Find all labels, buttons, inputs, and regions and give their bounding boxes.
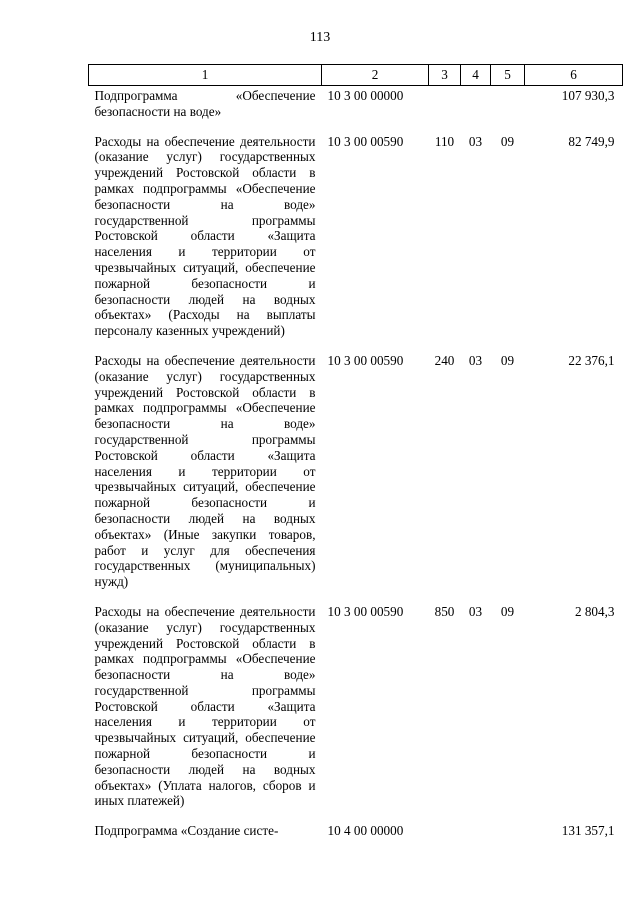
row-pr: 09: [500, 352, 515, 368]
table-header: [89, 65, 623, 86]
row-name: Расходы на обеспечение деятельности (оказание услуг) государственных учреждений Ростовской области в рамках подпрограммы «Обеспечение безопасности на воде» государственной программы Ростовской области «Защита населения и территории от чрезвычайных ситуаций, обеспечение пожарной безопасности и безопасности людей на водных объектах» (Расходы на выплаты персоналу казенных учреждений): [94, 133, 316, 339]
budget-table: [88, 64, 623, 851]
row-name: Расходы на обеспечение деятельности (оказание услуг) государственных учреждений Ростовской области в рамках подпрограммы «Обеспечение безопасности на воде» государственной программы Ростовской области «Защита населения и территории от чрезвычайных ситуаций, обеспечение пожарной безопасности и безопасности людей на водных объектах» (Уплата налогов, сборов и иных платежей): [94, 603, 316, 809]
table-row: [89, 351, 623, 602]
table-row: [89, 821, 623, 851]
header-col-1: 1: [89, 65, 322, 86]
table-row: [89, 132, 623, 351]
row-rz: 03: [468, 603, 483, 619]
row-code: 10 3 00 00000: [327, 88, 404, 103]
row-amount: 2 804,3: [574, 603, 615, 619]
row-vr: 240: [434, 352, 455, 368]
row-rz: [461, 821, 491, 851]
row-code: 10 3 00 00590: [327, 603, 404, 619]
row-amount: 22 376,1: [568, 352, 615, 368]
row-pr: [491, 821, 525, 851]
row-vr: 110: [434, 133, 455, 149]
row-vr: [429, 821, 461, 851]
row-name: Подпрограмма «Создание систе-: [94, 823, 279, 839]
page-number: 113: [309, 30, 331, 45]
row-rz: 03: [468, 133, 483, 149]
row-code: 10 3 00 00590: [327, 133, 404, 149]
row-amount: 131 357,1: [561, 823, 615, 839]
row-vr: [429, 86, 461, 132]
row-amount: 107 930,3: [561, 88, 615, 103]
table-row: [89, 86, 623, 132]
table-body: [89, 86, 623, 852]
header-row: [89, 65, 623, 86]
header-col-4: 4: [461, 65, 491, 86]
row-rz: [461, 86, 491, 132]
header-col-6: 6: [525, 65, 623, 86]
row-pr: [491, 86, 525, 132]
row-vr: 850: [434, 603, 455, 619]
header-col-3: 3: [429, 65, 461, 86]
header-col-5: 5: [491, 65, 525, 86]
row-rz: 03: [468, 352, 483, 368]
row-pr: 09: [500, 133, 515, 149]
row-code: 10 4 00 00000: [327, 823, 404, 839]
row-code: 10 3 00 00590: [327, 352, 404, 368]
row-amount: 82 749,9: [568, 133, 615, 149]
table-row: [89, 602, 623, 821]
row-name: Подпрограмма «Обеспечение безопасности на воде»: [94, 88, 316, 119]
header-col-2: 2: [322, 65, 429, 86]
row-pr: 09: [500, 603, 515, 619]
row-name: Расходы на обеспечение деятельности (оказание услуг) государственных учреждений Ростовской области в рамках подпрограммы «Обеспечение безопасности на воде» государственной программы Ростовской области «Защита населения и территории от чрезвычайных ситуаций, обеспечение пожарной безопасности и безопасности людей на водных объектах» (Иные закупки товаров, работ и услуг для обеспечения государственных (муниципальных) нужд): [94, 352, 316, 590]
